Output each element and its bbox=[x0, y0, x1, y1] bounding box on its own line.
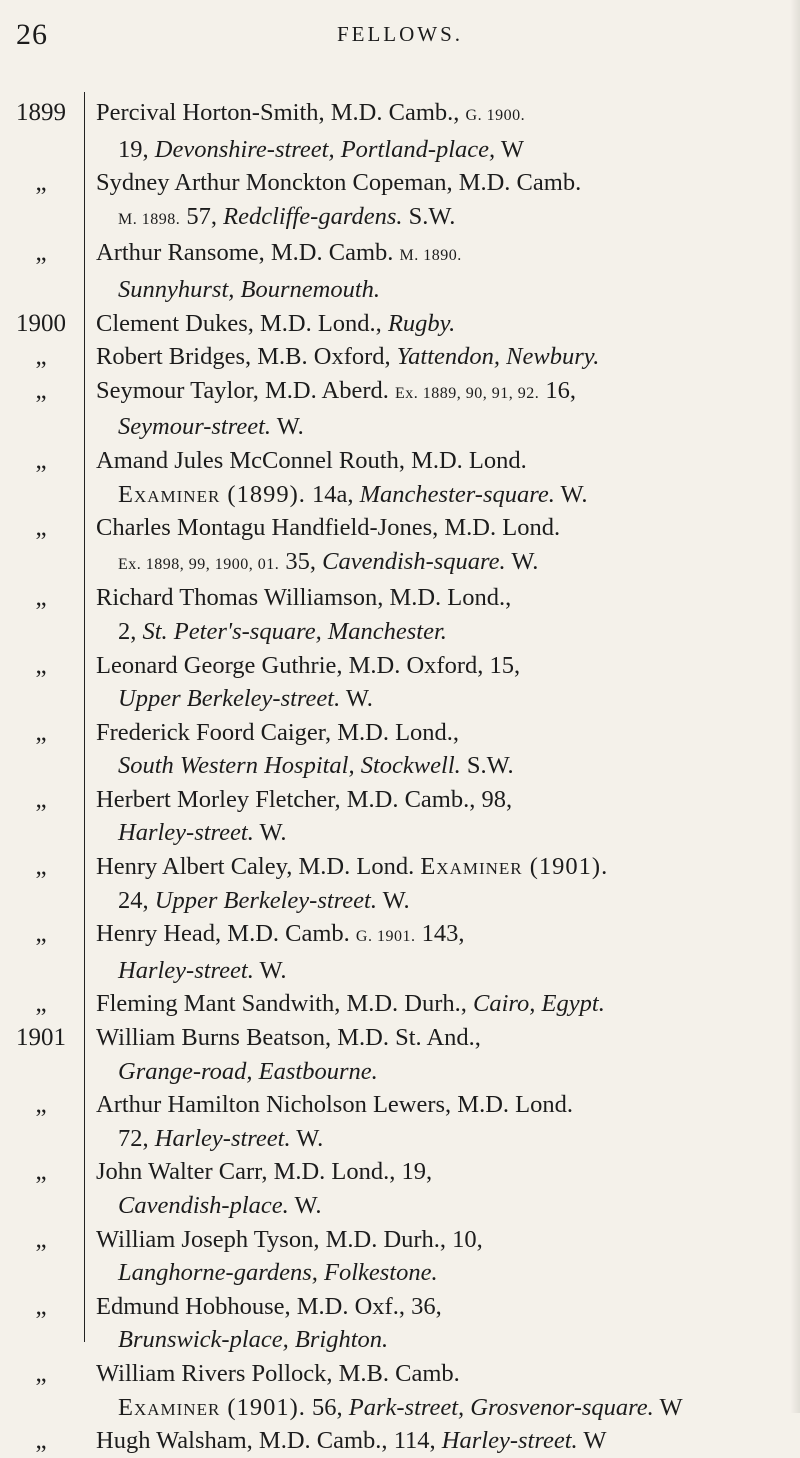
fellow-name: William Burns Beatson, M.D. St. And., bbox=[96, 1024, 481, 1052]
district: W. bbox=[276, 413, 304, 441]
list-item bbox=[0, 1223, 800, 1290]
fellow-name: Hugh Walsham, M.D. Camb., bbox=[96, 1427, 388, 1455]
district: W. bbox=[259, 956, 287, 984]
street-number: 143, bbox=[421, 920, 465, 948]
district: W. bbox=[382, 886, 410, 914]
year: „ bbox=[35, 920, 47, 948]
list-item bbox=[0, 1088, 800, 1155]
fellow-name: Amand Jules McConnel Routh, M.D. Lond. bbox=[96, 446, 527, 474]
fellow-name: Frederick Foord Caiger, M.D. Lond., bbox=[96, 718, 460, 746]
year: „ bbox=[35, 1091, 47, 1119]
list-item bbox=[0, 1424, 800, 1458]
year: „ bbox=[35, 514, 47, 542]
fellow-name: Fleming Mant Sandwith, M.D. Durh., bbox=[96, 990, 467, 1018]
address: Harley-street. bbox=[441, 1427, 578, 1455]
address: South Western Hospital, Stockwell. bbox=[118, 752, 461, 780]
address: Sunnyhurst, Bournemouth. bbox=[118, 275, 380, 303]
address: Cairo, Egypt. bbox=[473, 990, 605, 1018]
street-number: 19, bbox=[401, 1158, 433, 1186]
district: W bbox=[583, 1427, 607, 1455]
street-number: 114, bbox=[393, 1427, 436, 1455]
year: „ bbox=[35, 376, 47, 404]
year: „ bbox=[35, 990, 47, 1018]
district: W. bbox=[296, 1124, 324, 1152]
note: Ex. 1889, 90, 91, 92. bbox=[395, 384, 540, 402]
address: Upper Berkeley-street. bbox=[118, 685, 341, 713]
note: M. 1890. bbox=[399, 247, 462, 265]
list-item bbox=[0, 1021, 800, 1088]
street-number: 16, bbox=[545, 376, 577, 404]
list-item bbox=[0, 581, 800, 648]
fellow-name: Arthur Hamilton Nicholson Lewers, M.D. Lond. bbox=[96, 1091, 573, 1119]
fellow-name: Charles Montagu Handfield-Jones, M.D. Lond. bbox=[96, 514, 561, 542]
street-number: 56, bbox=[312, 1393, 343, 1421]
address: Grange-road, Eastbourne. bbox=[118, 1057, 378, 1085]
note: G. 1901. bbox=[355, 928, 416, 946]
list-item bbox=[0, 340, 800, 374]
note: Ex. 1898, 99, 1900, 01. bbox=[118, 555, 280, 573]
district: W bbox=[500, 135, 524, 163]
note: Examiner (1901). bbox=[420, 853, 609, 881]
note: M. 1898. bbox=[118, 210, 181, 228]
district: W. bbox=[345, 685, 373, 713]
district: W. bbox=[560, 480, 588, 508]
year: „ bbox=[35, 1359, 47, 1387]
year: „ bbox=[35, 651, 47, 679]
address: Cavendish-place. bbox=[118, 1192, 289, 1219]
address: Cavendish-square. bbox=[322, 547, 506, 575]
street-number: 24, bbox=[118, 886, 149, 914]
address: Brunswick-place, Brighton. bbox=[118, 1326, 389, 1354]
fellow-name: Seymour Taylor, M.D. Aberd. bbox=[96, 376, 389, 404]
year: „ bbox=[35, 1225, 47, 1253]
list-item bbox=[0, 1357, 800, 1424]
address: Park-street, Grosvenor-square. bbox=[348, 1393, 654, 1421]
year: „ bbox=[35, 785, 47, 813]
fellow-name: Clement Dukes, M.D. Lond., bbox=[96, 309, 382, 337]
district: W. bbox=[511, 547, 539, 575]
list-item bbox=[0, 307, 800, 341]
address: Yattendon, Newbury. bbox=[396, 343, 600, 371]
year: „ bbox=[35, 1292, 47, 1320]
note: G. 1900. bbox=[465, 107, 526, 124]
fellow-name: Henry Head, M.D. Camb. bbox=[96, 920, 350, 948]
fellow-name: Arthur Ransome, M.D. Camb. bbox=[96, 239, 394, 267]
list-item bbox=[0, 511, 800, 581]
street-number: 57, bbox=[186, 202, 217, 230]
fellow-name: Sydney Arthur Monckton Copeman, M.D. Camb. bbox=[96, 169, 582, 197]
list-item bbox=[0, 716, 800, 783]
address: Harley-street. bbox=[154, 1124, 291, 1152]
year: „ bbox=[35, 239, 47, 267]
list-item bbox=[0, 444, 800, 511]
street-number: 14a, bbox=[312, 480, 354, 508]
fellows-list bbox=[0, 96, 800, 1458]
district: W. bbox=[294, 1192, 322, 1219]
address: Langhorne-gardens, Folkestone. bbox=[118, 1259, 438, 1287]
year: 1899 bbox=[16, 99, 66, 126]
list-item bbox=[0, 96, 800, 166]
year: 1900 bbox=[16, 309, 66, 337]
address: Harley-street. bbox=[118, 956, 254, 984]
street-number: 98, bbox=[481, 785, 513, 813]
fellow-name: John Walter Carr, M.D. Lond., bbox=[96, 1158, 396, 1186]
year: „ bbox=[35, 1158, 47, 1186]
fellow-name: Percival Horton-Smith, M.D. Camb., bbox=[96, 99, 460, 126]
district: S.W. bbox=[466, 752, 514, 780]
list-item bbox=[0, 917, 800, 987]
district: W. bbox=[259, 819, 287, 847]
address: Upper Berkeley-street. bbox=[154, 886, 377, 914]
year: „ bbox=[35, 584, 47, 612]
list-item bbox=[0, 1155, 800, 1222]
street-number: 2, bbox=[118, 617, 137, 645]
fellow-name: William Rivers Pollock, M.B. Camb. bbox=[96, 1359, 460, 1387]
address: St. Peter's-square, Manchester. bbox=[142, 617, 447, 645]
fellow-name: Henry Albert Caley, M.D. Lond. bbox=[96, 853, 415, 881]
address: Redcliffe-gardens. bbox=[223, 202, 403, 230]
fellow-name: Leonard George Guthrie, M.D. Oxford, bbox=[96, 651, 484, 679]
district: S.W. bbox=[408, 202, 456, 230]
year: 1901 bbox=[16, 1024, 66, 1052]
address: Rugby. bbox=[387, 309, 456, 337]
street-number: 19, bbox=[118, 135, 149, 163]
year: „ bbox=[35, 343, 47, 371]
street-number: 72, bbox=[118, 1124, 149, 1152]
year: „ bbox=[35, 1427, 47, 1455]
note: Examiner (1899). bbox=[118, 480, 306, 508]
fellow-name: William Joseph Tyson, M.D. Durh., bbox=[96, 1225, 447, 1253]
running-head: FELLOWS. bbox=[336, 22, 464, 46]
fellow-name: Richard Thomas Williamson, M.D. Lond., bbox=[96, 584, 512, 612]
year: „ bbox=[35, 718, 47, 746]
list-item bbox=[0, 850, 800, 917]
address: Harley-street. bbox=[118, 819, 254, 847]
street-number: 10, bbox=[452, 1225, 483, 1253]
list-item bbox=[0, 236, 800, 306]
address: Seymour-street. bbox=[118, 413, 272, 441]
district: W bbox=[659, 1393, 683, 1421]
fellow-name: Edmund Hobhouse, M.D. Oxf., bbox=[96, 1292, 405, 1320]
list-item bbox=[0, 783, 800, 850]
note: Examiner (1901). bbox=[118, 1393, 306, 1421]
fellow-name: Robert Bridges, M.B. Oxford, bbox=[96, 343, 391, 371]
street-number: 15, bbox=[489, 651, 521, 679]
year: „ bbox=[35, 446, 47, 474]
street-number: 36, bbox=[411, 1292, 442, 1320]
list-item bbox=[0, 1290, 800, 1357]
address: Manchester-square. bbox=[359, 480, 555, 508]
year: „ bbox=[35, 853, 47, 881]
list-item bbox=[0, 649, 800, 716]
year: „ bbox=[35, 169, 47, 197]
street-number: 35, bbox=[285, 547, 317, 575]
list-item bbox=[0, 166, 800, 236]
fellow-name: Herbert Morley Fletcher, M.D. Camb., bbox=[96, 785, 476, 813]
list-item bbox=[0, 374, 800, 444]
page-number: 26 bbox=[16, 18, 48, 51]
address: Devonshire-street, Portland-place, bbox=[154, 135, 496, 163]
list-item bbox=[0, 987, 800, 1021]
